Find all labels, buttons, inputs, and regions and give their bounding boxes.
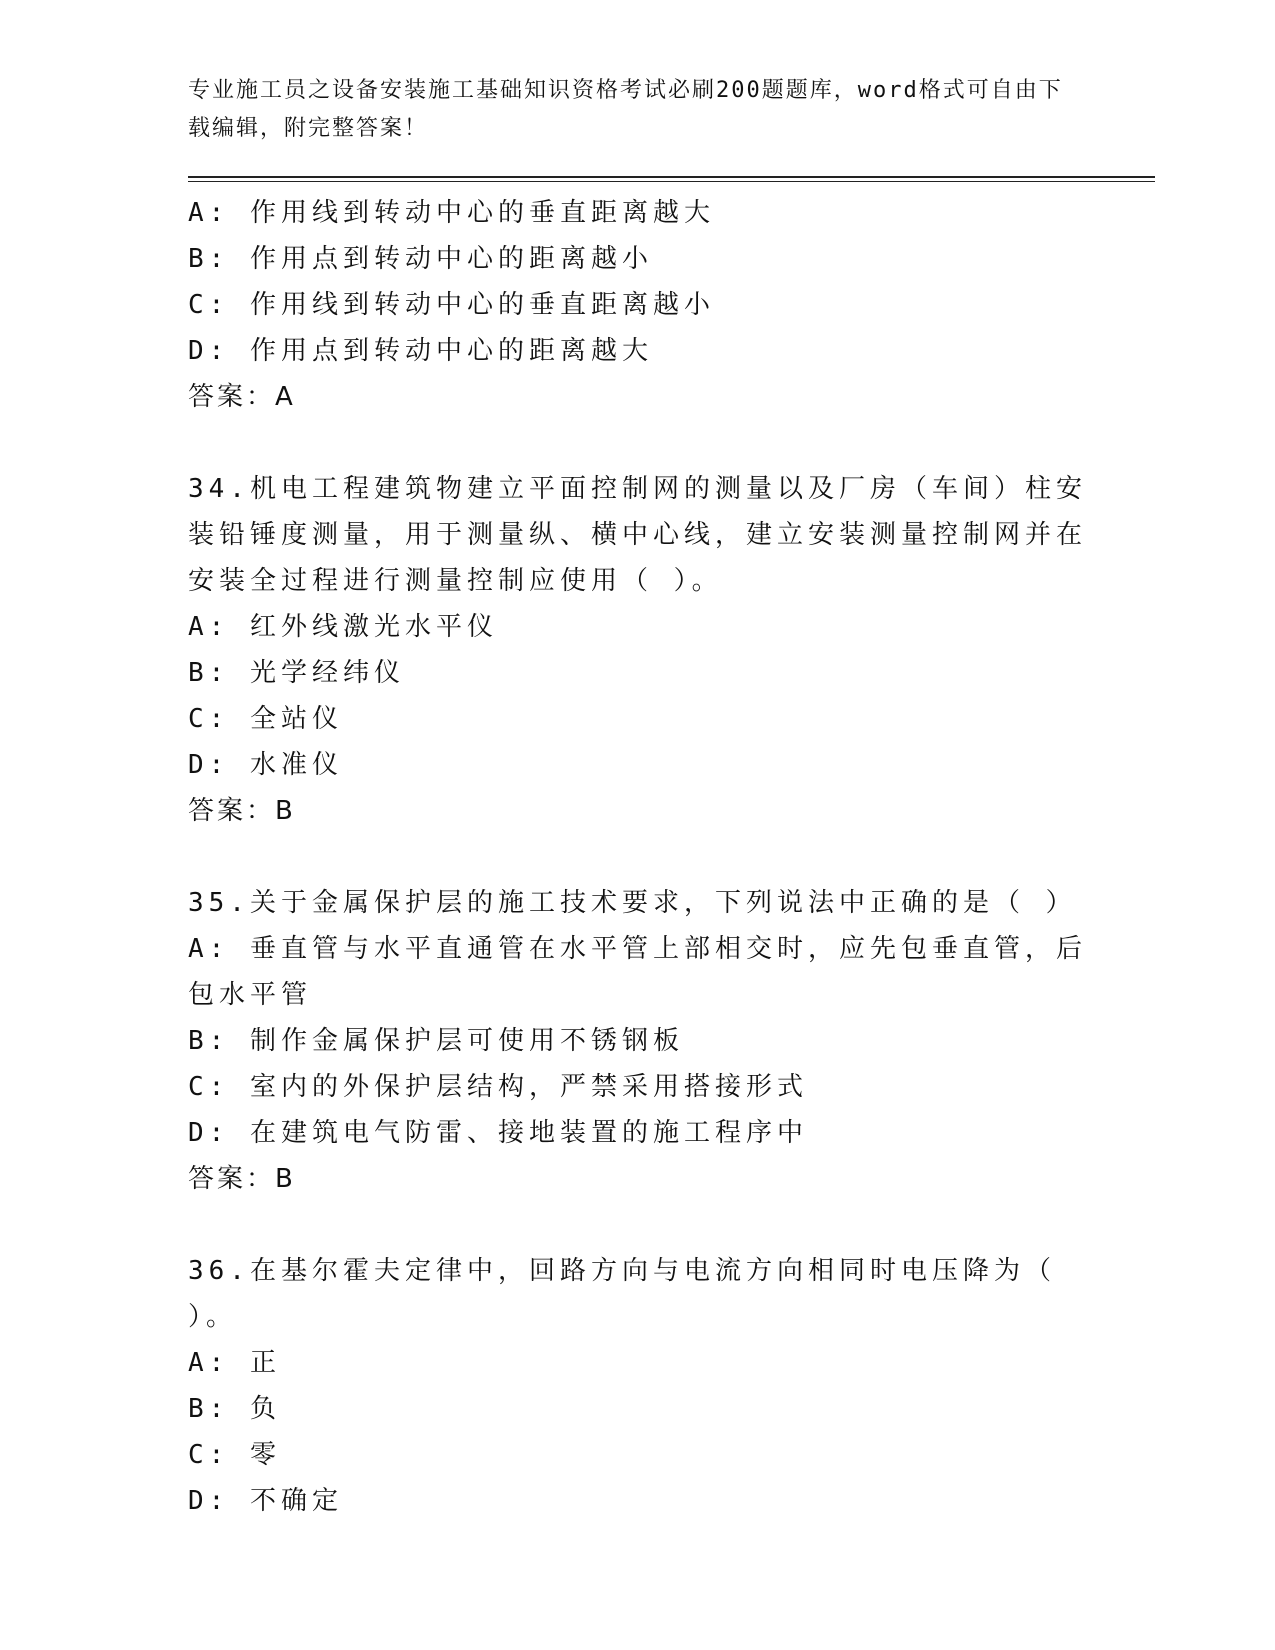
option-d: D: 作用点到转动中心的距离越大 xyxy=(188,336,653,366)
option-a: A: 正 xyxy=(188,1348,281,1378)
option-b: B: 作用点到转动中心的距离越小 xyxy=(188,244,653,274)
option-a: A: 红外线激光水平仪 xyxy=(188,612,498,642)
question-stem: 34.机电工程建筑物建立平面控制网的测量以及厂房（车间）柱安装铅锤度测量，用于测量纵、横中心线，建立安装测量控制网并在安装全过程进行测量控制应使用（ ）。 xyxy=(188,474,1088,596)
question-35 xyxy=(188,880,1088,1202)
question-stem: 35.关于金属保护层的施工技术要求，下列说法中正确的是（ ） xyxy=(188,888,1077,918)
option-c: C: 零 xyxy=(188,1440,281,1470)
question-33-options xyxy=(188,190,1088,420)
option-c: C: 全站仪 xyxy=(188,704,343,734)
option-d: D: 不确定 xyxy=(188,1486,343,1516)
option-d: D: 水准仪 xyxy=(188,750,343,780)
header-divider xyxy=(188,176,1155,178)
option-a: A: 垂直管与水平直通管在水平管上部相交时，应先包垂直管，后包水平管 xyxy=(188,934,1087,1010)
option-c: C: 室内的外保护层结构，严禁采用搭接形式 xyxy=(188,1072,808,1102)
answer-line: 答案：B xyxy=(188,1164,296,1194)
question-36 xyxy=(188,1248,1088,1524)
document-header xyxy=(188,72,1068,148)
answer-line: 答案：B xyxy=(188,796,296,826)
option-a: A: 作用线到转动中心的垂直距离越大 xyxy=(188,198,715,228)
document-title: 专业施工员之设备安装施工基础知识资格考试必刷200题题库，word格式可自由下载编辑，附完整答案！ xyxy=(188,78,1063,141)
option-b: B: 制作金属保护层可使用不锈钢板 xyxy=(188,1026,684,1056)
option-c: C: 作用线到转动中心的垂直距离越小 xyxy=(188,290,715,320)
question-34 xyxy=(188,466,1088,834)
option-d: D: 在建筑电气防雷、接地装置的施工程序中 xyxy=(188,1118,808,1148)
option-b: B: 负 xyxy=(188,1394,281,1424)
option-b: B: 光学经纬仪 xyxy=(188,658,405,688)
question-stem: 36.在基尔霍夫定律中，回路方向与电流方向相同时电压降为（ ）。 xyxy=(188,1256,1077,1332)
question-list xyxy=(188,190,1088,1524)
answer-line: 答案：A xyxy=(188,382,296,412)
